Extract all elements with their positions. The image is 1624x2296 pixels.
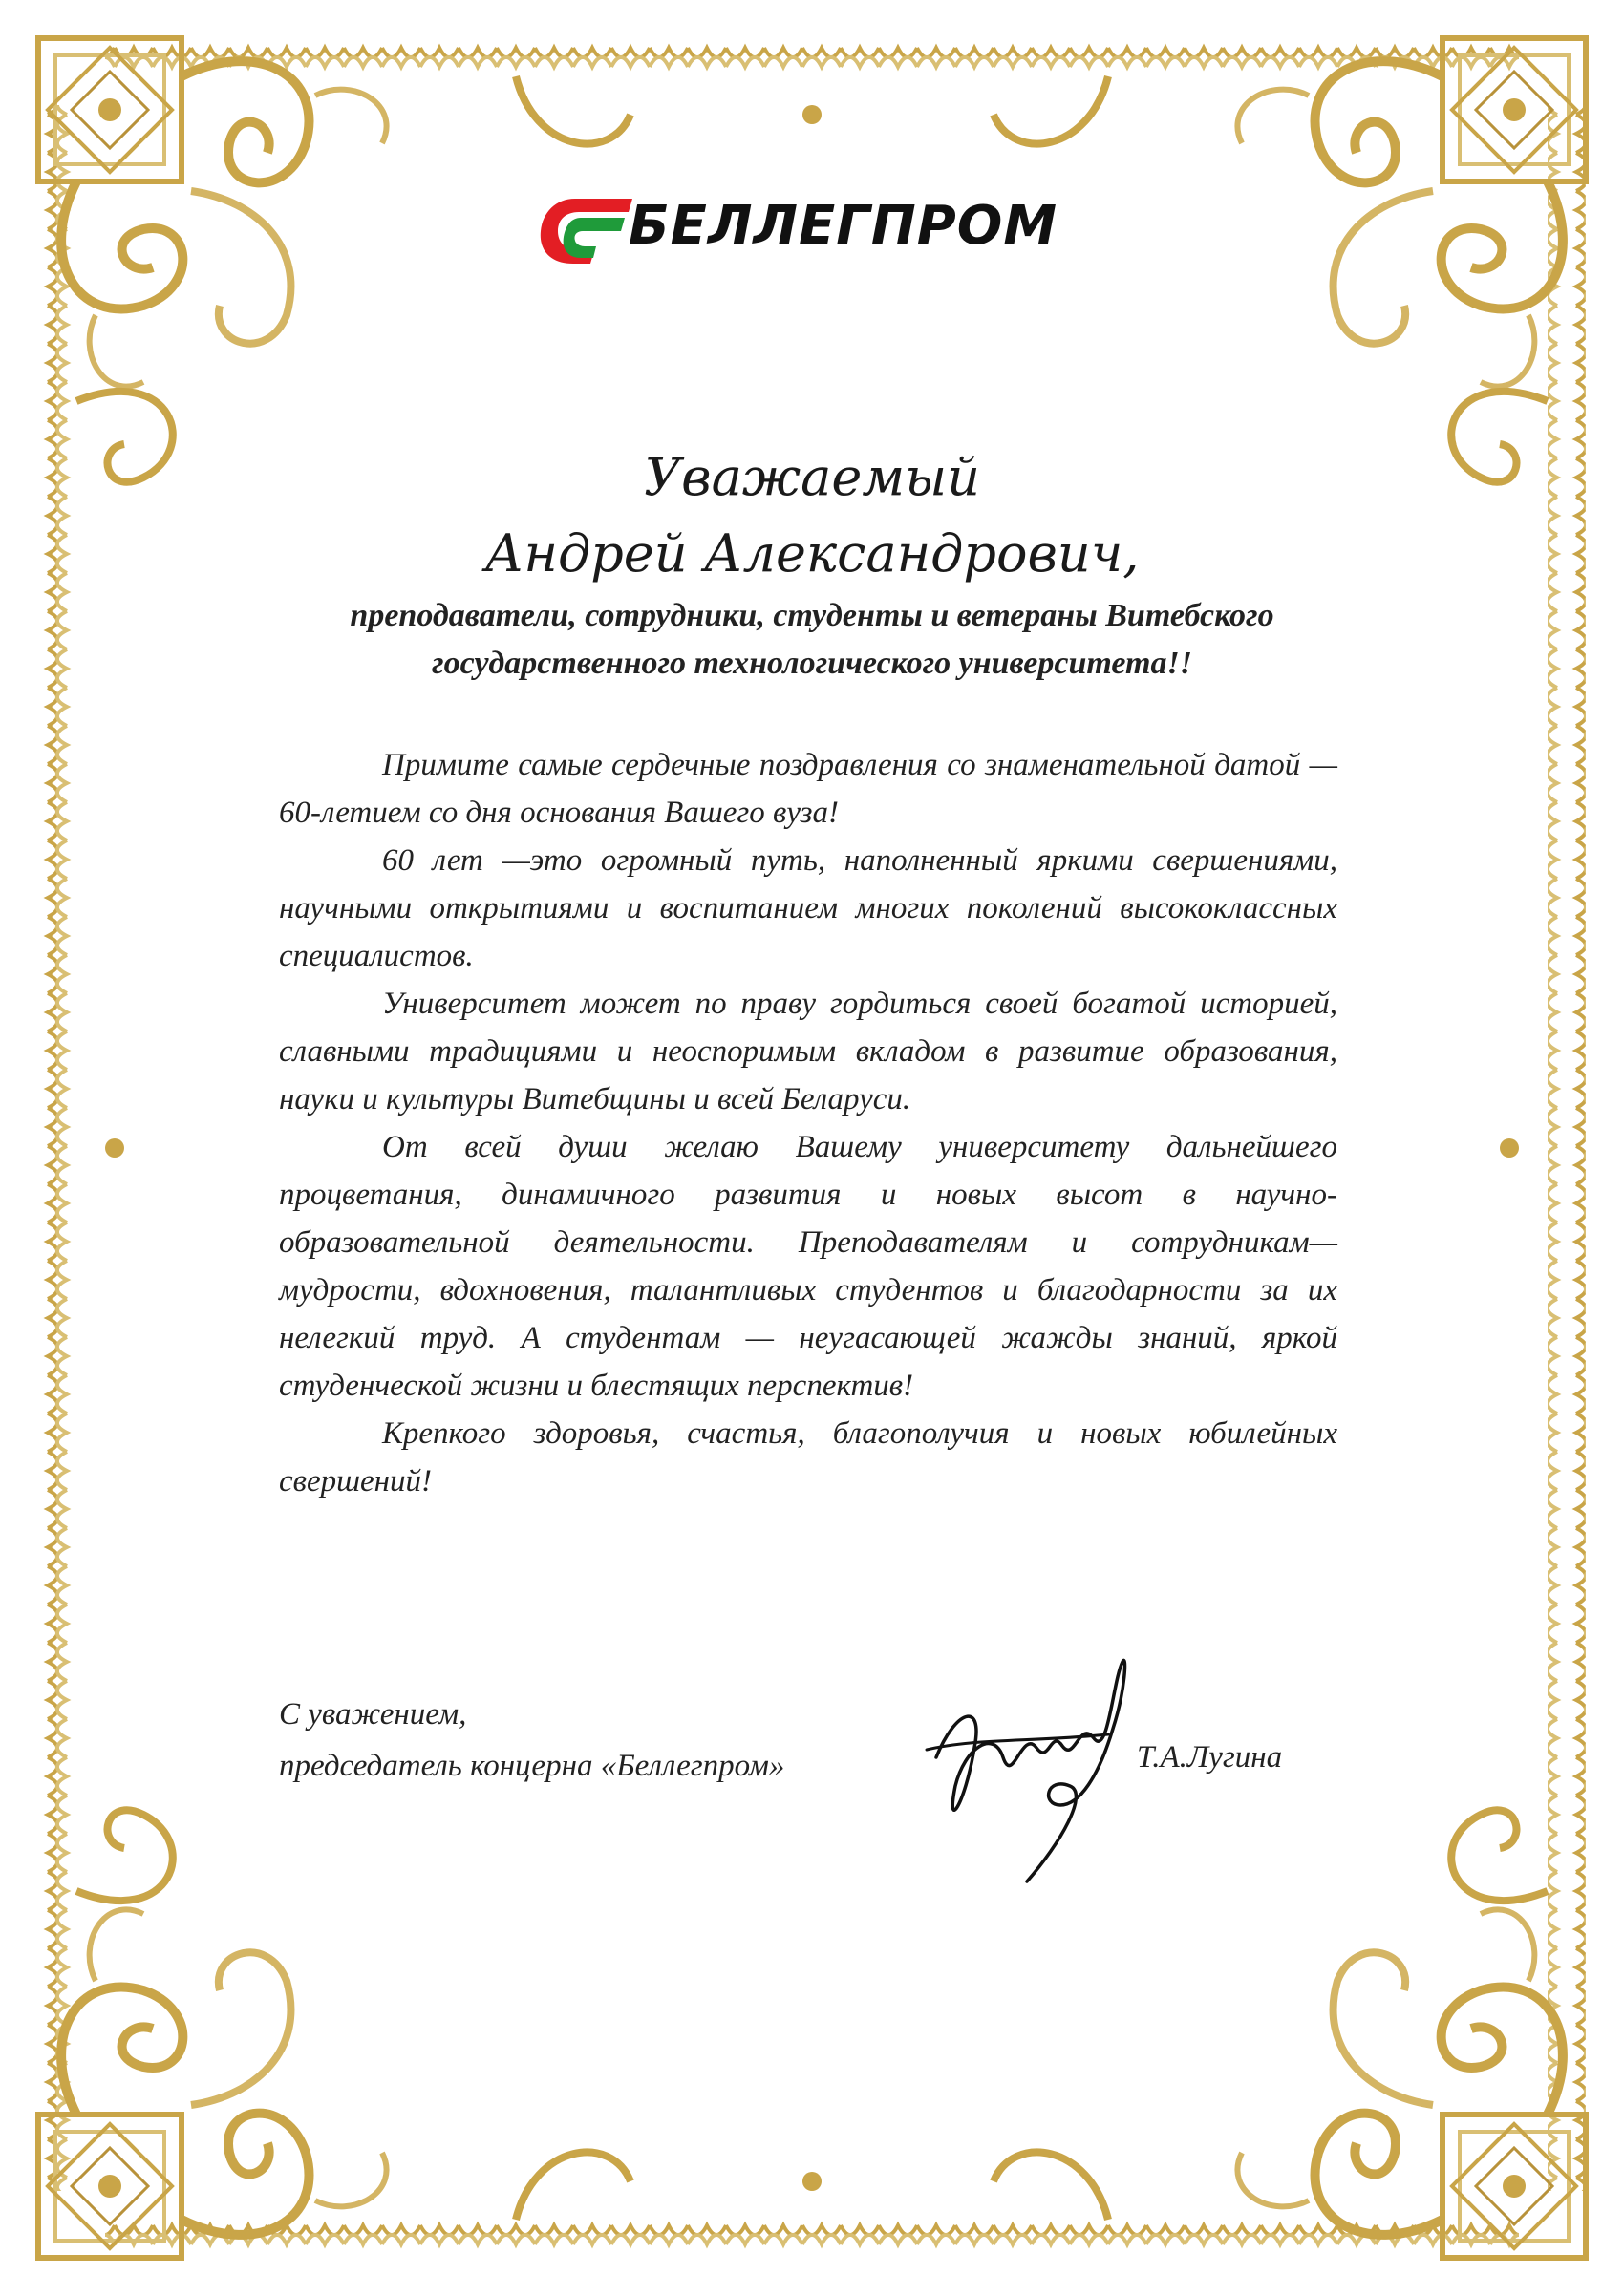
greeting-line-1: Уважаемый <box>644 447 980 507</box>
closing-position: председатель концерна «Беллегпром» <box>279 1749 785 1783</box>
logo-text: БЕЛЛЕГПРОМ <box>629 195 1058 257</box>
body-paragraph: Университет может по праву гордиться своей богатой историей, славными традициями и неоспоримым вкладом в развитие образования, науки и культуры Витебщины и всей Беларуси. <box>279 987 1337 1116</box>
logo-mark-icon <box>537 191 632 266</box>
body-paragraph: Примите самые сердечные поздравления со знаменательной датой — 60-летием со дня основания Вашего вуза! <box>279 748 1337 830</box>
body-paragraph: 60 лет —это огромный путь, наполненный яркими свершениями, научными открытиями и воспитанием многих поколений высококлассных специалистов. <box>279 843 1337 973</box>
closing-regards: С уважением, <box>279 1697 467 1732</box>
closing-block <box>279 1689 784 1792</box>
handwritten-signature <box>917 1643 1137 1891</box>
company-logo <box>537 191 1058 266</box>
greeting-line-2: Андрей Александрович, <box>484 523 1140 584</box>
body-paragraph: От всей души желаю Вашему университету дальнейшего процветания, динамичного развития и новых высот в научно-образовательной деятельности. Преподавателям и сотрудникам— мудрости, вдохновения, талантливых студентов и благодарности за их нелегкий труд. А студентам — неугасающей жажды знаний, яркой студенческой жизни и блестящих перспектив! <box>279 1130 1337 1403</box>
letter-body <box>279 741 1337 1505</box>
signer-name: Т.А.Лугина <box>1137 1740 1283 1775</box>
addressee-line: преподаватели, сотрудники, студенты и ветераны Витебского государственного технологического университета!! <box>350 598 1274 681</box>
body-paragraph: Крепкого здоровья, счастья, благополучия и новых юбилейных свершений! <box>279 1416 1337 1499</box>
